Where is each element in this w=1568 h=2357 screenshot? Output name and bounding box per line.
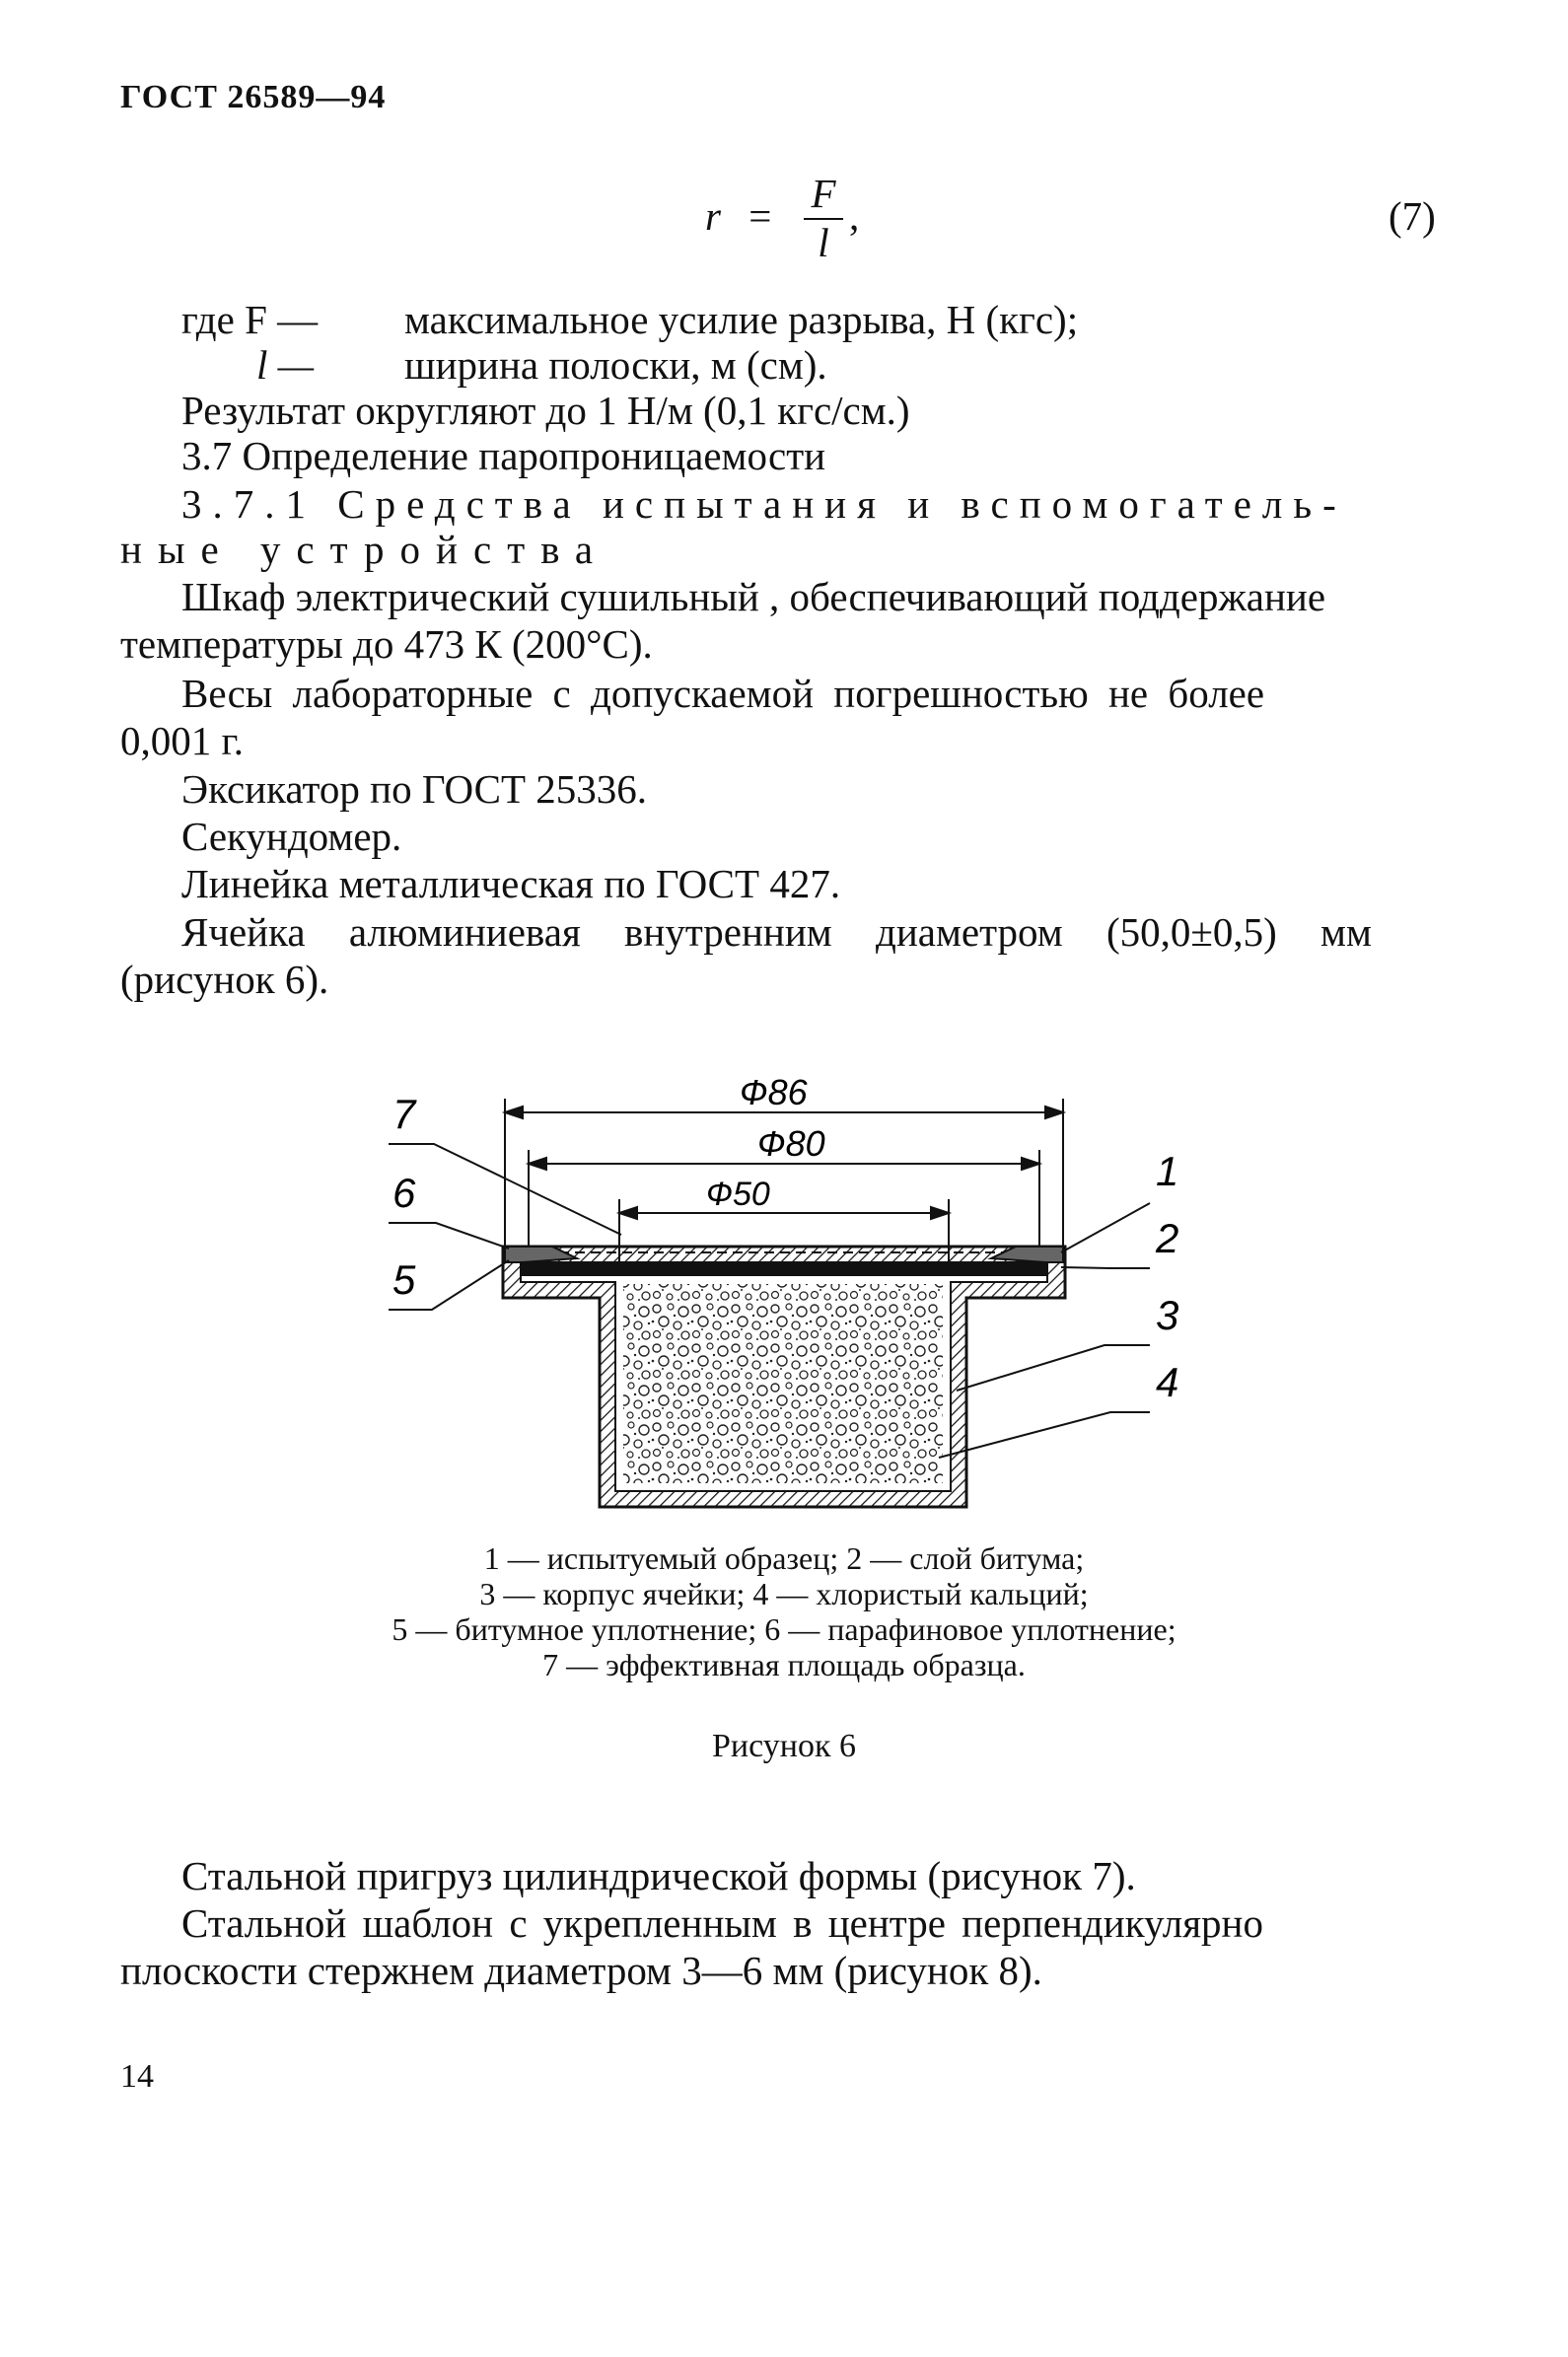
paragraph-template-line-2: плоскости стержнем диаметром 3—6 мм (рисунок 8). [120, 1948, 1042, 1993]
subsection-heading-line-1: 3.7.1 Средства испытания и вспомогатель- [181, 481, 1347, 527]
formula-fraction [804, 171, 843, 265]
bitumen-layer [521, 1262, 1047, 1276]
paragraph-stopwatch: Секундомер. [181, 814, 402, 859]
figure-legend-line-3: 5 — битумное уплотнение; 6 — парафиновое уплотнение; [392, 1611, 1176, 1647]
callout-5: 5 [392, 1256, 416, 1303]
paragraph-weight: Стальной пригруз цилиндрической формы (рисунок 7). [181, 1853, 1136, 1898]
where-line-2-prefix: l — [256, 342, 315, 388]
dim-outer-label: Ф86 [740, 1072, 808, 1112]
figure-legend-line-2: 3 — корпус ячейки; 4 — хлористый кальций; [479, 1576, 1089, 1611]
callout-3: 3 [1156, 1292, 1179, 1338]
formula-denominator: l [818, 220, 829, 265]
page-number: 14 [120, 2058, 154, 2095]
figure-legend-line-1: 1 — испытуемый образец; 2 — слой битума; [483, 1540, 1085, 1576]
callout-2: 2 [1156, 1215, 1179, 1261]
paragraph-cell-line-1: Ячейка алюминиевая внутренним диаметром (50,0±0,5) мм [181, 909, 1372, 955]
where-line-2-text: ширина полоски, м (см). [404, 342, 827, 388]
figure-caption: Рисунок 6 [712, 1728, 856, 1764]
formula-7 [705, 171, 860, 265]
callout-6: 6 [392, 1170, 416, 1216]
calcium-chloride-fill [623, 1284, 943, 1483]
callout-1: 1 [1156, 1148, 1179, 1194]
paragraph-cell-line-2: (рисунок 6). [120, 957, 329, 1002]
formula-numerator: F [811, 171, 836, 216]
callout-4: 4 [1156, 1359, 1179, 1405]
paragraph-oven-line-1: Шкаф электрический сушильный , обеспечивающий поддержание [181, 574, 1326, 619]
dim-mid-label: Ф80 [757, 1123, 825, 1164]
formula-comma: , [849, 193, 860, 239]
formula-lhs: r [705, 193, 721, 239]
rounding-text: Результат округляют до 1 Н/м (0,1 кгс/см.) [181, 388, 910, 433]
paragraph-template-line-1: Стальной шаблон с укрепленным в центре перпендикулярно [181, 1900, 1263, 1946]
figure-6-drawing [375, 1065, 1213, 1529]
callout-7: 7 [392, 1091, 416, 1137]
where-line-1-text: максимальное усилие разрыва, Н (кгс); [404, 297, 1079, 342]
paragraph-desiccator: Эксикатор по ГОСТ 25336. [181, 766, 648, 812]
document-header: ГОСТ 26589—94 [120, 79, 387, 115]
paragraph-ruler: Линейка металлическая по ГОСТ 427. [181, 861, 841, 906]
section-heading: 3.7 Определение паропроницаемости [181, 433, 826, 478]
subsection-heading-line-2: ные устройства [120, 527, 609, 572]
figure-legend-line-4: 7 — эффективная площадь образца. [542, 1647, 1026, 1682]
dim-inner-label: Ф50 [706, 1176, 770, 1213]
paragraph-scales-line-2: 0,001 г. [120, 718, 244, 763]
where-line-1-prefix: где F — [181, 297, 319, 342]
paragraph-scales-line-1: Весы лабораторные с допускаемой погрешностью не более [181, 671, 1265, 716]
formula-equals: = [748, 193, 772, 239]
equation-number: (7) [1389, 193, 1436, 239]
paragraph-oven-line-2: температуры до 473 К (200°С). [120, 621, 653, 667]
